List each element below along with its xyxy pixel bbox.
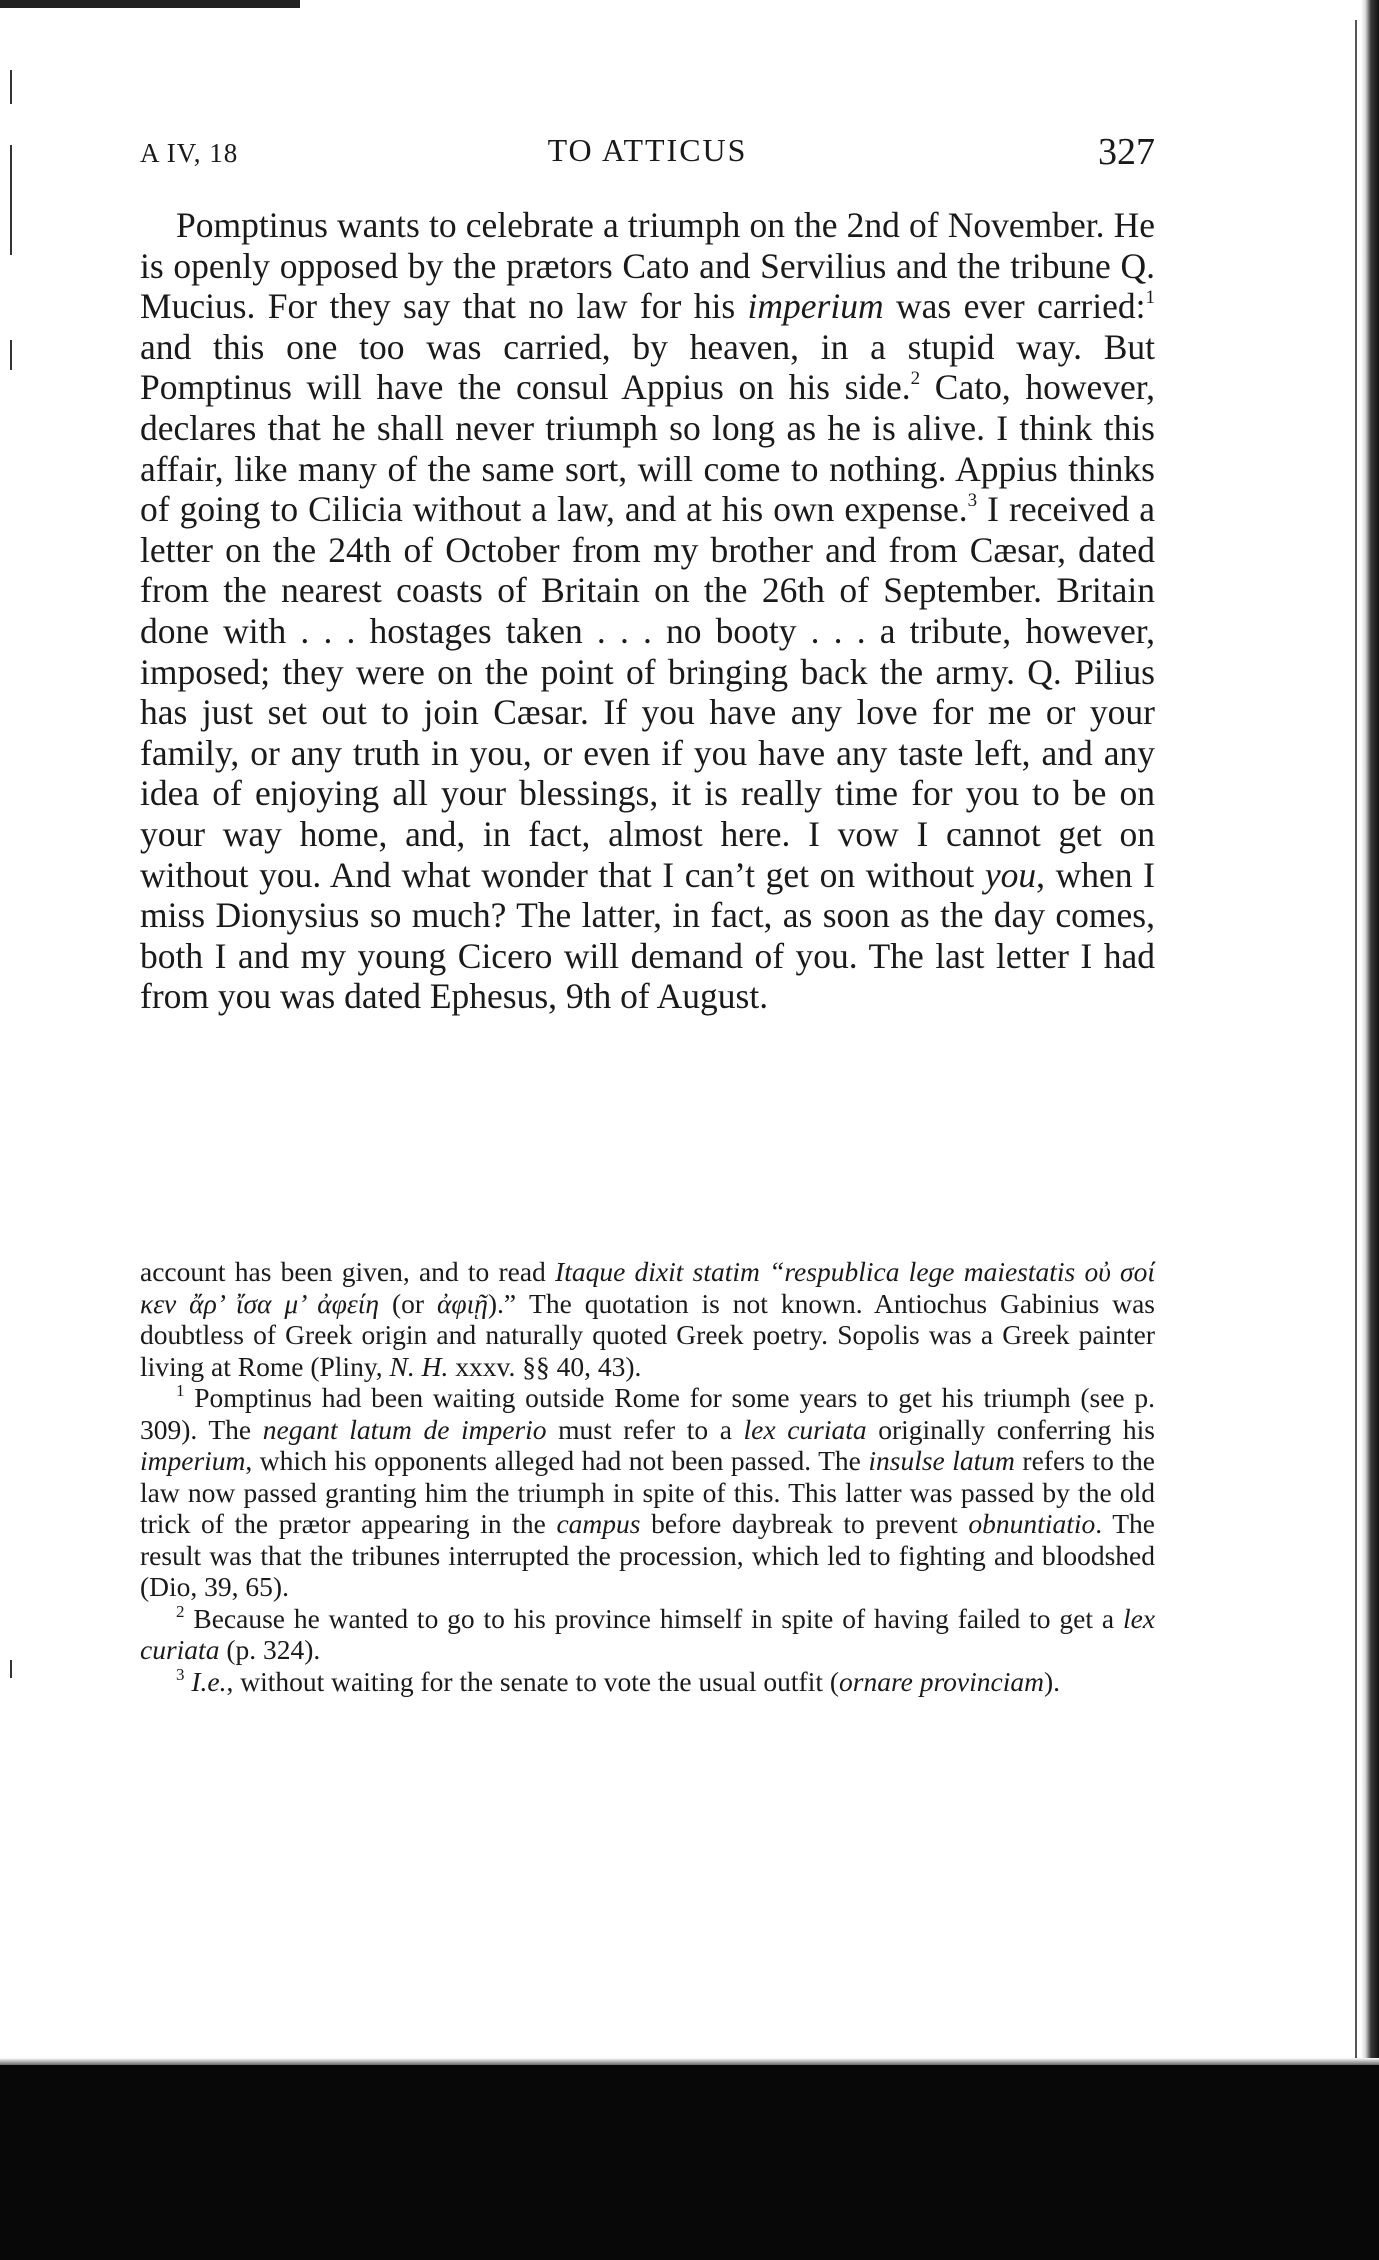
body-text-italic: you (984, 854, 1037, 895)
footnote-number: 2 (176, 1601, 185, 1621)
scan-edge-bottom (0, 2065, 1379, 2260)
running-head (140, 128, 1155, 178)
footnote-text: ). (1043, 1665, 1061, 1697)
body-text: Cato, however, declares that he shall never triumph so long as he is alive. I think this affair, like many of the same sort, will come to nothing. Appius thinks of going to Cilicia without a law, and at his own expense. (140, 367, 1155, 530)
note-text: account has been given, and to read (140, 1256, 556, 1287)
footnote-text-italic: obnuntiatio (968, 1508, 1096, 1539)
footnote-text-italic: negant latum de imperio (262, 1413, 547, 1445)
continued-footnote (140, 1256, 1155, 1382)
footnote-text: Because he wanted to go to his province himself in spite of having failed to get a (184, 1602, 1123, 1634)
footnote-2 (140, 1603, 1155, 1666)
footnote-text: , which his opponents alleged had not been passed. The (245, 1445, 869, 1476)
note-text: ).” The quotation is not known. Antiochus Gabinius was doubtless of Greek origin and naturally quoted Greek poetry. Sopolis was a Greek painter living at Rome (Pliny, (140, 1287, 1155, 1382)
footnotes-section (140, 1256, 1155, 1697)
footnote-text: originally conferring his (866, 1413, 1155, 1445)
footnote-text-italic: campus (556, 1508, 641, 1539)
scan-edge-right (1361, 0, 1379, 2110)
section-reference: A IV, 18 (140, 138, 239, 168)
body-text: Pomptinus wants to celebrate a triumph on the 2nd of November. He is openly opposed by the prætors Cato and Servilius and the tribune Q. Mucius. For they say that no law for his (140, 205, 1155, 327)
footnote-3 (140, 1666, 1155, 1698)
footnote-text-italic: lex curiata (140, 1602, 1155, 1665)
body-text: was ever carried: (883, 286, 1146, 327)
body-text-italic: imperium (747, 286, 884, 327)
scan-mark-left (10, 340, 12, 370)
footnote-text-italic: I.e. (191, 1665, 227, 1697)
scan-mark-left (10, 70, 12, 104)
footnote-text: Pomptinus had been waiting outside Rome for some years to get his triumph (see p. 309). The (140, 1382, 1155, 1445)
letter-body (140, 205, 1155, 1017)
page-title: TO ATTICUS (547, 132, 748, 168)
footnote-text-italic: lex curiata (743, 1413, 867, 1445)
footnote-reference: 1 (1145, 287, 1155, 309)
footnote-text: before daybreak to prevent (640, 1508, 969, 1539)
note-text-italic: N. H. (389, 1350, 449, 1382)
page-number: 327 (1098, 131, 1155, 173)
note-text-italic: ἀφιῇ (436, 1287, 488, 1319)
footnote-text-italic: imperium (140, 1445, 246, 1476)
footnote-reference: 3 (967, 490, 978, 512)
footnote-text: must refer to a (546, 1413, 744, 1445)
footnote-text: refers to the law now passed granting him the triumph in spite of this. This latter was passed by the old trick of the prætor appearing in the (140, 1445, 1156, 1539)
footnote-text-italic: ornare provinciam (839, 1665, 1044, 1697)
note-text-italic: Itaque dixit statim “respublica lege maiestatis οὐ σοί κεν ἄρ’ ἴσα μ’ ἀφείη (140, 1256, 1156, 1319)
footnote-list (140, 1382, 1155, 1697)
footnote-text: (p. 324). (219, 1634, 321, 1665)
footnote-number: 1 (176, 1381, 185, 1400)
footnote-1 (140, 1382, 1155, 1603)
body-text: I received a letter on the 24th of October from my brother and from Cæsar, dated from the nearest coasts of Britain on the 26th of September. Britain done with . . . hostages taken . . . no booty . . . a tribute, however, imposed; they were on the point of bringing back the army. Q. Pilius has just set out to join Cæsar. If you have any love for me or your family, or any truth in you, or even if you have any taste left, and any idea of enjoying all your blessings, it is really time for you to be on your way home, and, in fact, almost here. I vow I cannot get on without you. And what wonder that I can’t get on without (140, 489, 1155, 895)
note-text: xxxv. §§ 40, 43). (448, 1350, 642, 1382)
body-text: , when I miss Dionysius so much? The latter, in fact, as soon as the day comes, both I and my young Cicero will demand of you. The last letter I had from you was dated Ephesus, 9th of August. (140, 854, 1155, 1017)
scan-mark-left (10, 145, 12, 255)
footnote-text-italic: insulse latum (868, 1445, 1015, 1476)
scan-mark-left (10, 1660, 12, 1678)
scan-line-right (1355, 20, 1357, 2070)
body-text: and this one too was carried, by heaven, in a stupid way. But Pomptinus will have the consul Appius on his side. (140, 326, 1155, 408)
note-text: (or (379, 1287, 437, 1319)
footnote-reference: 2 (910, 368, 921, 390)
footnote-text: , without waiting for the senate to vote the usual outfit ( (226, 1665, 840, 1697)
footnote-text: . The result was that the tribunes interrupted the procession, which led to fighting and bloodshed (Dio, 39, 65). (140, 1508, 1155, 1602)
scan-edge-top (0, 0, 300, 8)
footnote-number: 3 (176, 1664, 185, 1684)
